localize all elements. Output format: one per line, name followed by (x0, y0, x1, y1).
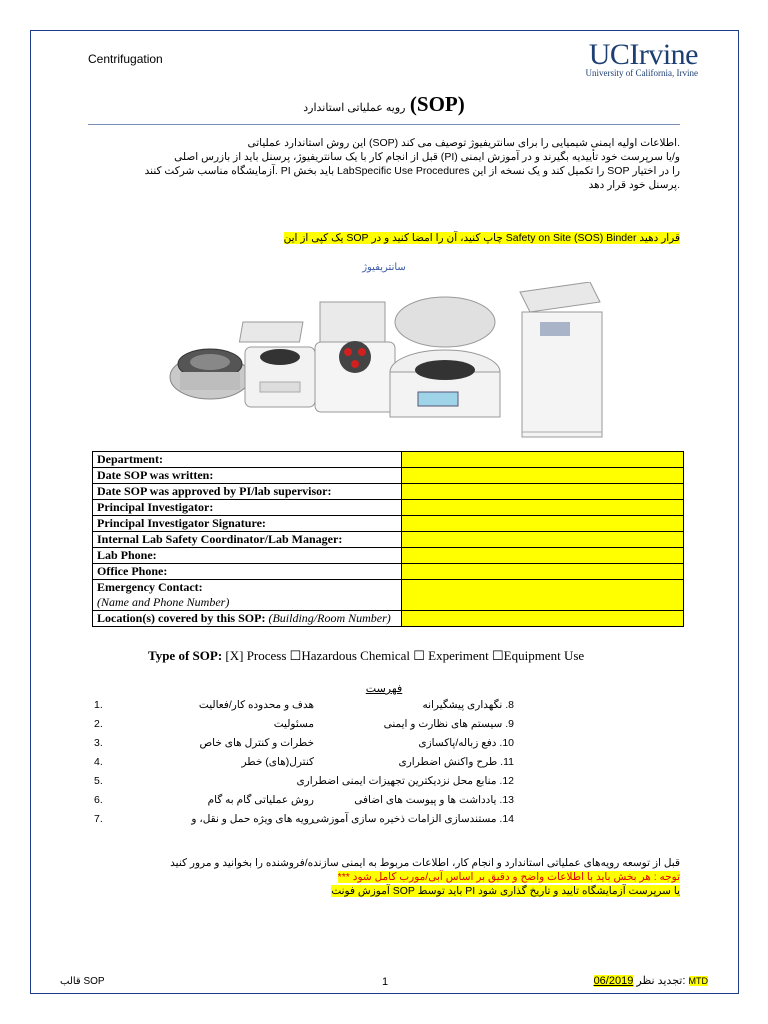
info-label-text: Internal Lab Safety Coordinator/Lab Manager: (97, 532, 343, 546)
revision-date: 06/2019 (593, 975, 634, 987)
info-value-field[interactable] (402, 580, 684, 611)
image-caption: سانتریفیوژ (362, 262, 406, 273)
info-label (93, 611, 402, 627)
toc-row (94, 718, 534, 734)
toc-title: فهرست (365, 683, 403, 695)
toc-section-left[interactable]: کنترل(های) خطر (241, 756, 314, 768)
title-underline (88, 124, 680, 125)
footer-template-label: قالب SOP (60, 976, 105, 987)
sop-type-line (148, 648, 584, 664)
toc-row (94, 699, 534, 715)
intro-line: .اطلاعات اولیه ایمنی شیمیایی را برای سانتریفیوژ توصیف می کند (SOP) این روش استاندارد عملیاتی (247, 137, 680, 149)
info-label (93, 500, 402, 516)
info-value-field[interactable] (402, 500, 684, 516)
rotor-centrifuge-icon (315, 302, 395, 412)
info-label-text: Principal Investigator Signature: (97, 516, 266, 530)
info-value-field[interactable] (402, 611, 684, 627)
large-benchtop-centrifuge-icon (390, 297, 500, 417)
info-row (93, 611, 684, 627)
info-label (93, 564, 402, 580)
info-label-text: Location(s) covered by this SOP: (97, 611, 266, 625)
info-value-field[interactable] (402, 452, 684, 468)
toc-number: 3. (94, 737, 103, 749)
info-label-text: Department: (97, 452, 163, 466)
toc-row (94, 775, 534, 791)
toc-section-right[interactable]: 10. دفع زباله/پاکسازی (418, 737, 514, 749)
info-label-text: Date SOP was written: (97, 468, 214, 482)
highlighted-note: قرار دهید Safety on Site (SOS) Binder چاپ کنید، آن را امضا کنید و در SOP یک کپی از این (283, 232, 680, 244)
toc-number: 1. (94, 699, 103, 711)
approval-note: یا سرپرست آزمایشگاه تایید و تاریخ گذاری شود PI باید توسط SOP آموزش فونت (331, 885, 680, 897)
info-label-text: Date SOP was approved by PI/lab supervisor: (97, 484, 332, 498)
info-row (93, 452, 684, 468)
sop-type-label: Type of SOP: (148, 648, 223, 663)
revision-label: تجدید نظر: (636, 975, 686, 987)
info-label (93, 468, 402, 484)
info-label (93, 484, 402, 500)
info-row (93, 484, 684, 500)
benchtop-centrifuge-icon (239, 322, 315, 407)
sop-type-options[interactable]: [X] Process ☐Hazardous Chemical ☐ Experiment ☐Equipment Use (225, 648, 585, 663)
info-label (93, 548, 402, 564)
revision-info (594, 974, 708, 987)
info-label-hint: (Name and Phone Number) (97, 595, 230, 609)
info-value-field[interactable] (402, 484, 684, 500)
info-label (93, 580, 402, 611)
toc-row (94, 756, 534, 772)
toc-number: 5. (94, 775, 103, 787)
footer-note-line: قبل از توسعه رویه‌های عملیاتی استاندارد و انجام کار، اطلاعات مربوط به ایمنی سازنده/فروشنده را بخوانید و مرور کنید (170, 857, 680, 869)
toc-number: 6. (94, 794, 103, 806)
floor-centrifuge-icon (520, 282, 602, 437)
page-title (88, 92, 680, 117)
title-persian: رویه عملیاتی استاندارد (303, 102, 406, 114)
info-row (93, 564, 684, 580)
warning-note: توجه : هر بخش باید با اطلاعات واضح و دقیق بر اساس آبی/مورب کامل شود *** (337, 871, 680, 883)
page-number: 1 (382, 976, 389, 988)
info-row (93, 548, 684, 564)
toc-section-left[interactable]: رویه های ویژه حمل و نقل، و (191, 813, 314, 825)
intro-line: را در اختیار SOP را تکمیل کند و یک نسخه از این LabSpecific Use Procedures باید بخش PI .آزمایشگاه مناسب شرکت کنند (144, 165, 680, 177)
info-label (93, 516, 402, 532)
title-sop: (SOP) (409, 92, 465, 116)
info-value-field[interactable] (402, 548, 684, 564)
footer-notes (80, 856, 680, 898)
info-label-hint: (Building/Room Number) (268, 611, 391, 625)
toc-row (94, 737, 534, 753)
info-value-field[interactable] (402, 564, 684, 580)
toc-section-right[interactable]: 14. مستندسازی الزامات ذخیره سازی آموزشی (311, 813, 514, 825)
info-row (93, 500, 684, 516)
toc-section-left[interactable]: مسئولیت (273, 718, 314, 730)
toc-row (94, 813, 534, 829)
intro-line: .پرسنل خود قرار دهد (588, 179, 680, 191)
info-value-field[interactable] (402, 516, 684, 532)
info-row (93, 580, 684, 611)
info-label-text: Lab Phone: (97, 548, 157, 562)
toc-row (94, 794, 534, 810)
uci-logo-subtitle: University of California, Irvine (585, 68, 698, 78)
info-row (93, 468, 684, 484)
info-row (93, 516, 684, 532)
intro-paragraph (80, 136, 680, 192)
toc-number: 2. (94, 718, 103, 730)
centrifuge-photo (160, 282, 620, 452)
info-label-text: Office Phone: (97, 564, 168, 578)
document-topic: Centrifugation (88, 52, 163, 66)
info-label (93, 452, 402, 468)
info-value-field[interactable] (402, 468, 684, 484)
sos-binder-note (284, 232, 680, 244)
info-label-text: Emergency Contact: (97, 580, 203, 594)
toc-section-right[interactable]: 9. سیستم های نظارت و ایمنی (383, 718, 514, 730)
toc-section-right[interactable]: 12. منابع محل نزدیکترین تجهیزات ایمنی اضطراری (296, 775, 514, 787)
info-label (93, 532, 402, 548)
info-value-field[interactable] (402, 532, 684, 548)
uci-logo: UCIrvine (588, 38, 698, 71)
mini-centrifuge-icon (170, 349, 250, 399)
toc-number: 7. (94, 813, 103, 825)
toc-number: 4. (94, 756, 103, 768)
info-row (93, 532, 684, 548)
mtd-tag: MTD (688, 976, 708, 986)
intro-line: و/یا سرپرست خود تأییدیه بگیرند و در آموزش ایمنی (PI) قبل از انجام کار با یک سانتریفیوژ، پرسنل باید از بازرس اصلی (174, 151, 680, 163)
toc-section-left[interactable]: روش عملیاتی گام به گام (207, 794, 314, 806)
toc-section-left[interactable]: خطرات و کنترل های خاص (199, 737, 314, 749)
toc-section-left[interactable]: هدف و محدوده کار/فعالیت (198, 699, 314, 711)
toc-section-right[interactable]: 8. نگهداری پیشگیرانه (422, 699, 514, 711)
toc-section-right[interactable]: 11. طرح واکنش اضطراری (398, 756, 514, 768)
info-label-text: Principal Investigator: (97, 500, 214, 514)
sop-info-table (92, 451, 684, 627)
toc-section-right[interactable]: 13. یادداشت ها و پیوست های اضافی (354, 794, 514, 806)
